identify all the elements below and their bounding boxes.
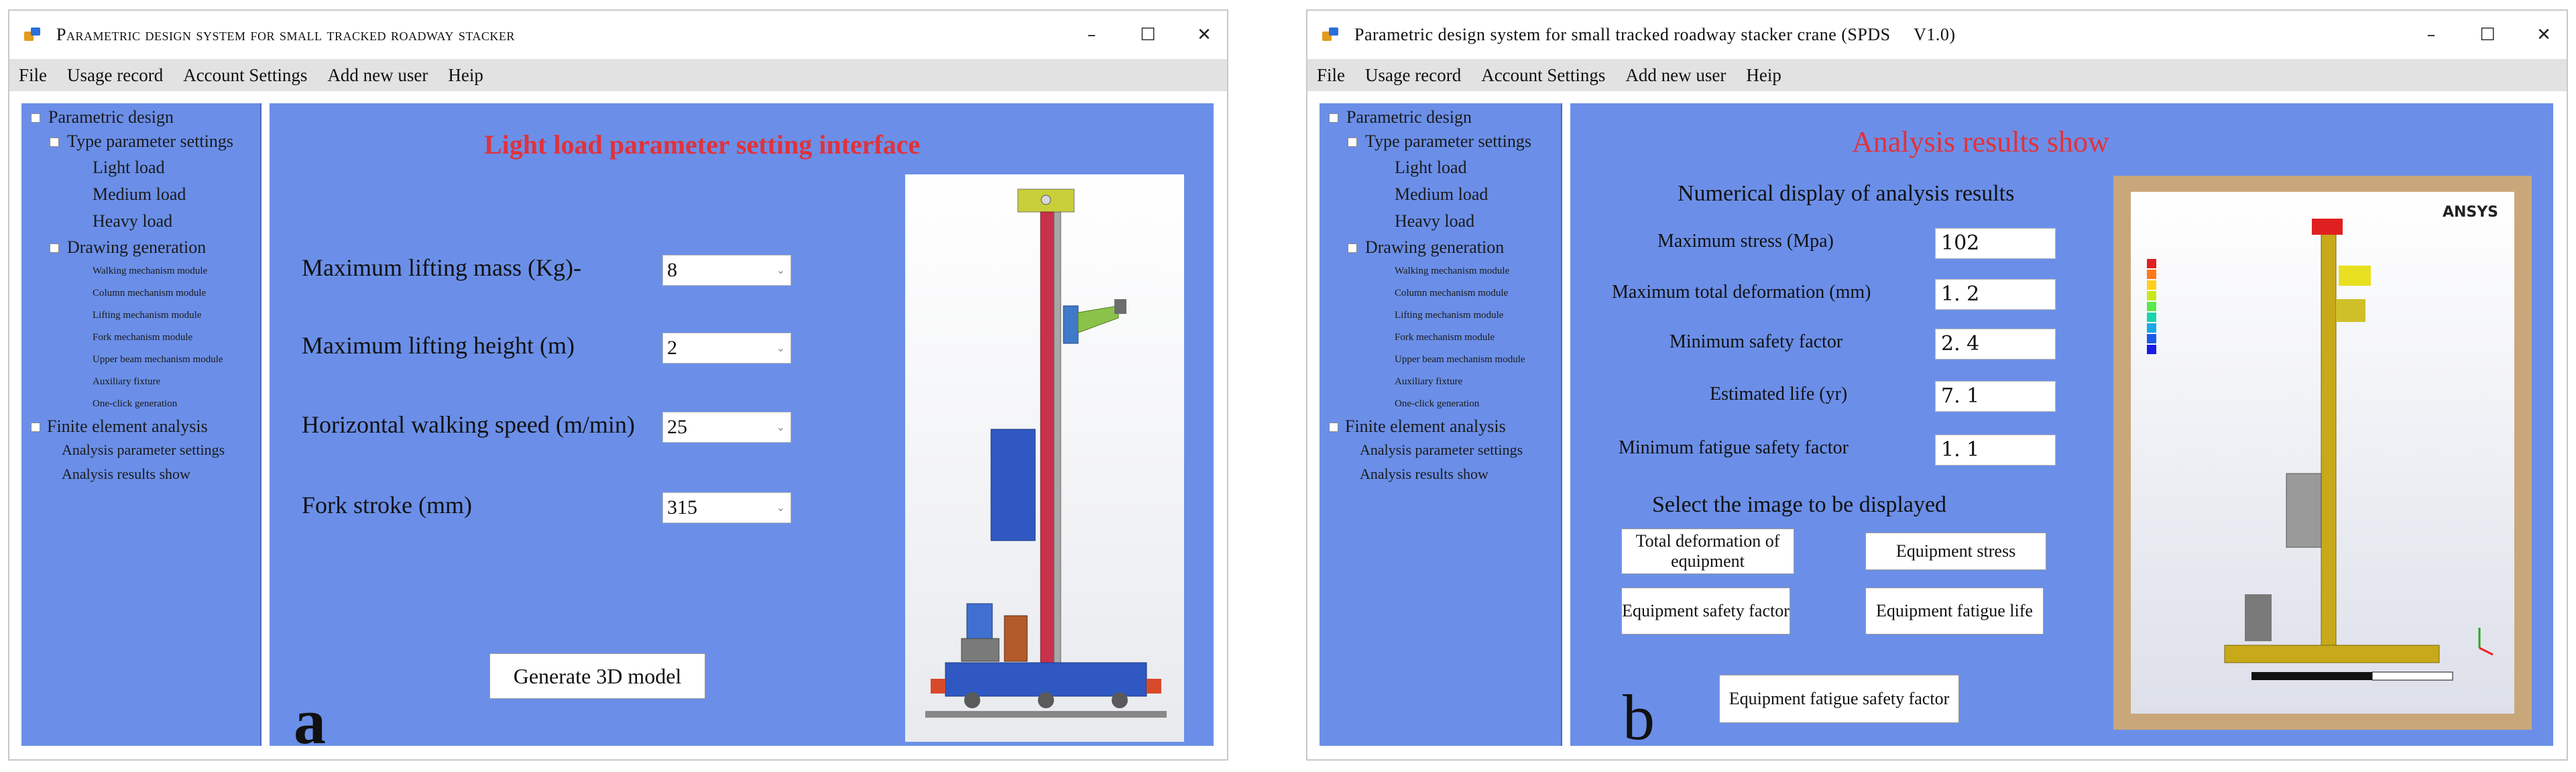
chevron-down-icon: ⌄	[776, 421, 785, 433]
min-fatigue-safety-label: Minimum fatigue safety factor	[1619, 437, 1849, 458]
tree-label: Auxiliary fixture	[93, 376, 161, 387]
max-lifting-height-label: Maximum lifting height (m)	[302, 332, 575, 359]
tree-analysis-results-show[interactable]	[21, 462, 260, 486]
tree-one-click-generation[interactable]	[21, 393, 260, 415]
tree-label: Drawing generation	[67, 237, 207, 257]
window-b	[1306, 9, 2568, 761]
menu-add-new-user[interactable]: Add new user	[1625, 64, 1726, 85]
title-bar	[9, 11, 1227, 59]
fatigue-safety-button[interactable]: Equipment fatigue safety factor	[1719, 675, 1959, 723]
estimated-life-label: Estimated life (yr)	[1710, 384, 1848, 404]
stacker-model-image	[905, 174, 1184, 742]
tree-label: Parametric design	[48, 107, 174, 127]
tree-label: Analysis parameter settings	[1360, 441, 1523, 458]
tree-analysis-parameter-settings[interactable]	[21, 438, 260, 462]
tree-column-module[interactable]	[1320, 282, 1561, 305]
tree-medium-load[interactable]	[1320, 181, 1561, 208]
nav-tree	[21, 103, 261, 746]
tree-label: Analysis results show	[62, 465, 190, 482]
menu-account-settings[interactable]: Account Settings	[183, 64, 308, 85]
tree-label: Upper beam mechanism module	[1395, 354, 1525, 365]
tree-label: Auxiliary fixture	[1395, 376, 1463, 387]
tree-analysis-results-show[interactable]	[1320, 462, 1561, 486]
tree-label: Heavy load	[1395, 211, 1475, 231]
tree-type-parameter-settings[interactable]	[21, 129, 260, 154]
close-icon[interactable]: ✕	[2536, 25, 2551, 45]
select-value: 25	[667, 416, 687, 438]
tree-label: Analysis parameter settings	[62, 441, 225, 458]
tree-analysis-parameter-settings[interactable]	[1320, 438, 1561, 462]
maximize-icon[interactable]: ☐	[1140, 25, 1156, 45]
max-deformation-label: Maximum total deformation (mm)	[1612, 282, 1871, 302]
tree-label: Parametric design	[1346, 107, 1472, 127]
tree-label: Light load	[93, 158, 165, 177]
fea-result-frame	[2113, 176, 2532, 730]
tree-label: Lifting mechanism module	[1395, 310, 1504, 321]
menu-add-new-user[interactable]: Add new user	[327, 64, 428, 85]
menu-account-settings[interactable]: Account Settings	[1481, 64, 1606, 85]
tree-fork-module[interactable]	[21, 327, 260, 349]
tree-label: Fork mechanism module	[1395, 332, 1495, 343]
max-stress-value: 102	[1935, 228, 2056, 259]
fork-stroke-label: Fork stroke (mm)	[302, 492, 472, 518]
min-fatigue-safety-value: 1. 1	[1935, 435, 2056, 465]
tree-label: Light load	[1395, 158, 1467, 177]
panel-label-b: b	[1623, 681, 1655, 753]
menu-usage-record[interactable]: Usage record	[1365, 64, 1462, 85]
model-preview	[905, 174, 1184, 742]
results-panel	[1570, 103, 2553, 753]
max-deformation-value: 1. 2	[1935, 279, 2056, 310]
ansys-logo: ANSYS	[2442, 204, 2498, 221]
page-title: Analysis results show	[1852, 125, 2109, 158]
tree-finite-element-analysis[interactable]	[21, 415, 260, 438]
tree-label: Drawing generation	[1365, 237, 1505, 257]
tree-auxiliary-fixture[interactable]	[21, 371, 260, 393]
tree-one-click-generation[interactable]	[1320, 393, 1561, 415]
tree-label: One-click generation	[1395, 398, 1480, 409]
menu-bar	[9, 59, 1227, 91]
tree-drawing-generation[interactable]	[21, 235, 260, 260]
tree-light-load[interactable]	[1320, 154, 1561, 181]
tree-label: Walking mechanism module	[93, 266, 208, 276]
tree-label: Heavy load	[93, 211, 173, 231]
select-image-heading: Select the image to be displayed	[1652, 492, 1947, 517]
minimize-icon[interactable]: –	[2426, 25, 2436, 45]
close-icon[interactable]: ✕	[1197, 25, 1212, 45]
menu-file[interactable]: File	[19, 64, 48, 85]
tree-parametric-design[interactable]	[21, 106, 260, 129]
safety-factor-button[interactable]: Equipment safety factor	[1621, 588, 1790, 635]
tree-upper-beam-module[interactable]	[21, 349, 260, 371]
numeric-results-heading: Numerical display of analysis results	[1678, 181, 2015, 206]
tree-label: Column mechanism module	[93, 288, 207, 298]
tree-lifting-module[interactable]	[1320, 305, 1561, 327]
title-bar	[1307, 11, 2567, 59]
page-title: Light load parameter setting interface	[484, 129, 921, 160]
tree-label: Analysis results show	[1360, 465, 1488, 482]
min-safety-factor-value: 2. 4	[1935, 329, 2056, 360]
tree-label: Finite element analysis	[1345, 417, 1506, 436]
parameter-panel	[270, 103, 1214, 757]
menu-bar	[1307, 59, 2567, 91]
max-stress-label: Maximum stress (Mpa)	[1657, 231, 1834, 252]
walking-speed-label: Horizontal walking speed (m/min)	[302, 411, 635, 438]
menu-help[interactable]: Heip	[448, 64, 483, 85]
chevron-down-icon: ⌄	[776, 341, 785, 354]
tree-lifting-module[interactable]	[21, 305, 260, 327]
tree-label: Medium load	[93, 184, 186, 204]
app-icon	[1322, 27, 1340, 42]
window-a	[8, 9, 1228, 761]
window-title: Parametric design system for small tracked roadway stacker crane (SPDS V1.0)	[1354, 25, 1956, 44]
tree-medium-load[interactable]	[21, 181, 260, 208]
tree-label: Walking mechanism module	[1395, 266, 1510, 276]
nav-tree	[1320, 103, 1562, 746]
tree-finite-element-analysis[interactable]	[1320, 415, 1561, 438]
select-value: 2	[667, 337, 677, 359]
select-value: 315	[667, 496, 697, 518]
equipment-stress-button[interactable]: Equipment stress	[1865, 533, 2046, 570]
maximize-icon[interactable]: ☐	[2479, 25, 2496, 45]
tree-heavy-load[interactable]	[1320, 208, 1561, 235]
minimize-icon[interactable]: –	[1087, 25, 1096, 45]
total-deformation-button[interactable]: Total deformation of equipment	[1621, 529, 1794, 574]
menu-file[interactable]: File	[1317, 64, 1346, 85]
tree-auxiliary-fixture[interactable]	[1320, 371, 1561, 393]
tree-fork-module[interactable]	[1320, 327, 1561, 349]
fatigue-life-button[interactable]: Equipment fatigue life	[1865, 588, 2044, 635]
chevron-down-icon: ⌄	[776, 501, 785, 514]
menu-help[interactable]: Heip	[1746, 64, 1781, 85]
tree-drawing-generation[interactable]	[1320, 235, 1561, 260]
max-lifting-height-select[interactable]	[662, 333, 791, 364]
min-safety-factor-label: Minimum safety factor	[1670, 331, 1843, 352]
estimated-life-value: 7. 1	[1935, 381, 2056, 412]
max-lifting-mass-label: Maximum lifting mass (Kg)-	[302, 254, 581, 281]
tree-label: Finite element analysis	[47, 417, 208, 436]
tree-heavy-load[interactable]	[21, 208, 260, 235]
tree-parametric-design[interactable]	[1320, 106, 1561, 129]
fea-contour-plot	[2131, 192, 2514, 714]
walking-speed-select[interactable]	[662, 412, 791, 443]
panel-label-a: a	[294, 685, 326, 757]
tree-upper-beam-module[interactable]	[1320, 349, 1561, 371]
tree-label: Medium load	[1395, 184, 1488, 204]
fea-result-image	[2131, 192, 2514, 714]
tree-label: Lifting mechanism module	[93, 310, 202, 321]
generate-3d-model-button[interactable]: Generate 3D model	[489, 653, 705, 699]
chevron-down-icon: ⌄	[776, 264, 785, 276]
tree-label: One-click generation	[93, 398, 178, 409]
fork-stroke-select[interactable]	[662, 492, 791, 523]
window-title: Parametric design system for small tracked roadway stacker	[56, 25, 515, 44]
app-icon	[24, 27, 42, 42]
menu-usage-record[interactable]: Usage record	[67, 64, 164, 85]
tree-label: Fork mechanism module	[93, 332, 193, 343]
tree-type-parameter-settings[interactable]	[1320, 129, 1561, 154]
max-lifting-mass-select[interactable]	[662, 255, 791, 286]
tree-label: Type parameter settings	[67, 131, 233, 151]
select-value: 8	[667, 259, 677, 281]
tree-label: Upper beam mechanism module	[93, 354, 223, 365]
tree-label: Column mechanism module	[1395, 288, 1509, 298]
tree-light-load[interactable]	[21, 154, 260, 181]
tree-label: Type parameter settings	[1365, 131, 1531, 151]
tree-walking-module[interactable]	[1320, 260, 1561, 282]
tree-column-module[interactable]	[21, 282, 260, 305]
tree-walking-module[interactable]	[21, 260, 260, 282]
